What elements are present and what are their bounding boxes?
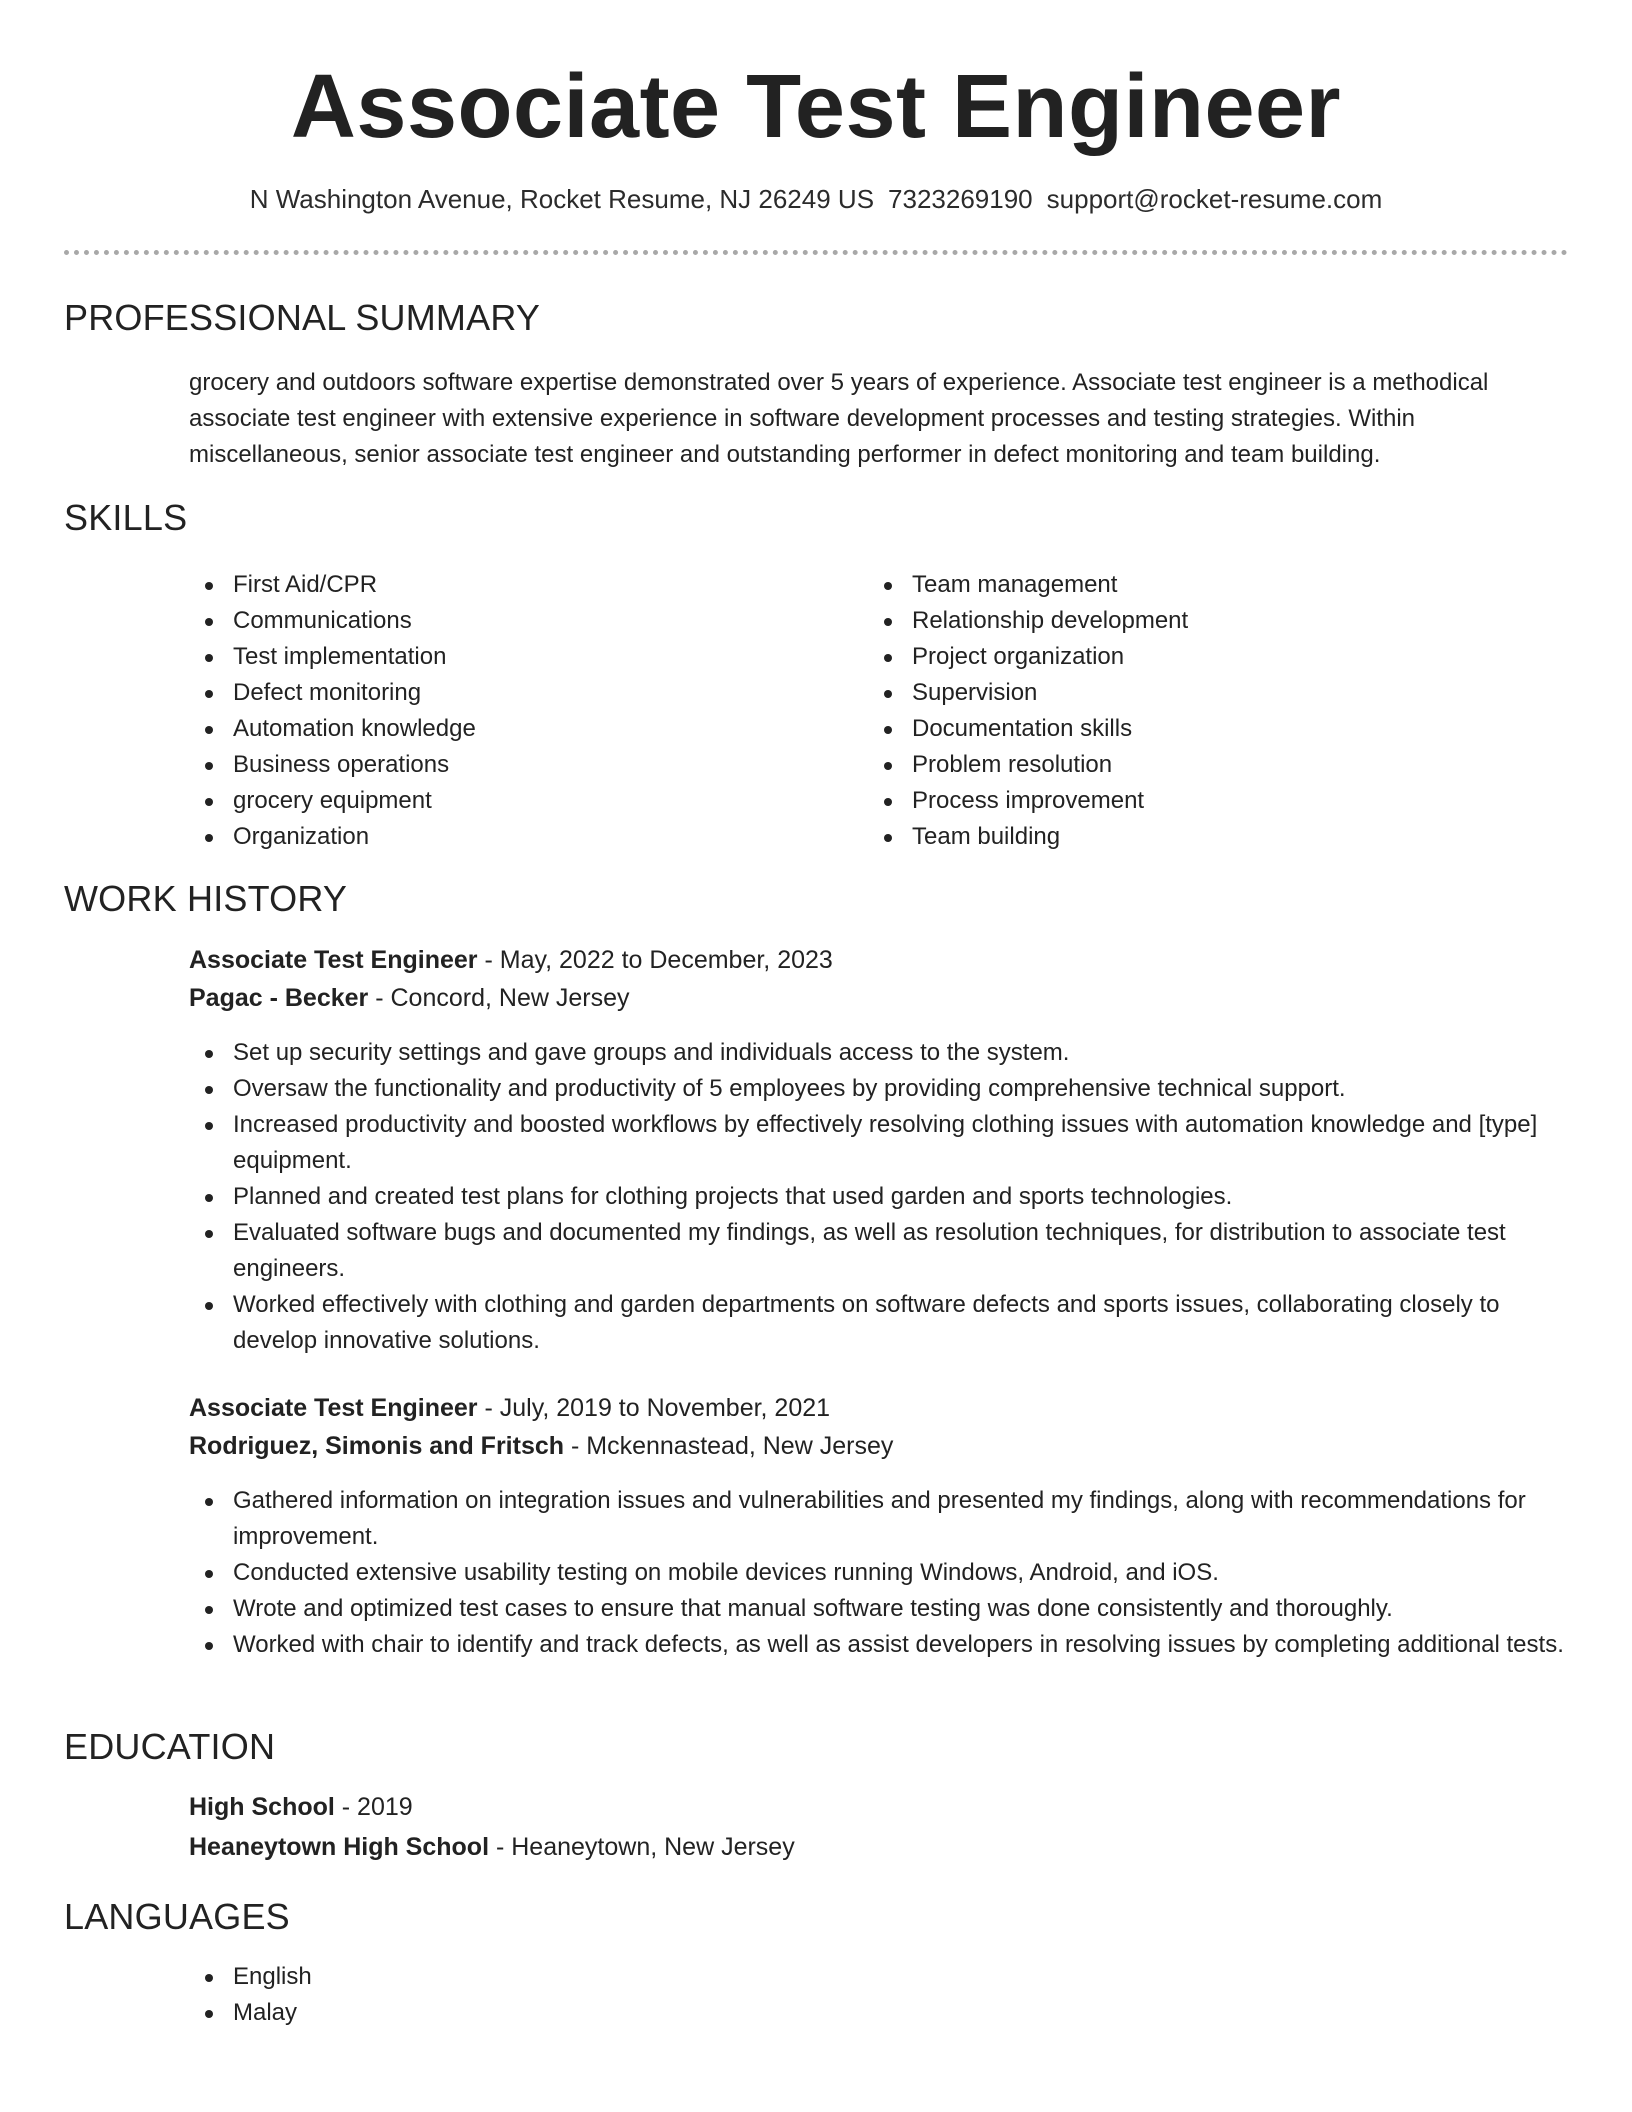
education-degree-line	[189, 1788, 413, 1826]
job-bullet: Wrote and optimized test cases to ensure that manual software testing was done consistently and thoroughly.	[189, 1591, 1569, 1627]
job-2-title-line	[189, 1389, 830, 1427]
skill-item: Supervision	[868, 675, 1528, 711]
education-school-line	[189, 1828, 795, 1866]
skill-item: First Aid/CPR	[189, 567, 849, 603]
language-item: English	[189, 1959, 1569, 1995]
section-title-education: EDUCATION	[64, 1726, 276, 1767]
candidate-name: Associate Test Engineer	[290, 57, 1342, 157]
contact-address: N Washington Avenue, Rocket Resume, NJ 26249 US	[249, 184, 875, 214]
contact-line	[0, 181, 1632, 217]
job-bullet: Oversaw the functionality and productivity of 5 employees by providing comprehensive technical support.	[189, 1071, 1569, 1107]
job-1-bullets	[189, 1035, 1569, 1359]
job-2-company: Rodriguez, Simonis and Fritsch	[189, 1432, 565, 1460]
language-item: Malay	[189, 1995, 1569, 2031]
summary-text: grocery and outdoors software expertise demonstrated over 5 years of experience. Associate test engineer is a methodical associate test engineer with extensive experience in software development processes and testing strategies. Within miscellaneous, senior associate test engineer and outstanding performer in defect monitoring and team building.	[189, 369, 1489, 468]
job-1-company: Pagac - Becker	[189, 984, 369, 1012]
skill-item: grocery equipment	[189, 783, 849, 819]
section-title-work-history: WORK HISTORY	[64, 878, 348, 919]
skill-item: Organization	[189, 819, 849, 855]
job-1-title-line	[189, 941, 833, 979]
job-2-bullets	[189, 1483, 1569, 1663]
job-bullet: Evaluated software bugs and documented my findings, as well as resolution techniques, for distribution to associate test engineers.	[189, 1215, 1569, 1287]
job-2-title: Associate Test Engineer	[189, 1394, 478, 1422]
skill-item: Team management	[868, 567, 1528, 603]
section-title-summary: PROFESSIONAL SUMMARY	[64, 297, 541, 338]
education-location: - Heaneytown, New Jersey	[489, 1833, 795, 1861]
skill-item: Process improvement	[868, 783, 1528, 819]
job-bullet: Gathered information on integration issues and vulnerabilities and presented my findings, along with recommendations for improvement.	[189, 1483, 1569, 1555]
job-bullet: Planned and created test plans for clothing projects that used garden and sports technologies.	[189, 1179, 1569, 1215]
skill-item: Project organization	[868, 639, 1528, 675]
skill-item: Team building	[868, 819, 1528, 855]
education-year: - 2019	[334, 1793, 413, 1821]
skill-item: Business operations	[189, 747, 849, 783]
job-bullet: Increased productivity and boosted workflows by effectively resolving clothing issues with automation knowledge and [type] equipment.	[189, 1107, 1569, 1179]
job-1-dates: - May, 2022 to December, 2023	[477, 946, 833, 974]
job-bullet: Set up security settings and gave groups and individuals access to the system.	[189, 1035, 1569, 1071]
job-bullet: Conducted extensive usability testing on mobile devices running Windows, Android, and iOS.	[189, 1555, 1569, 1591]
skill-item: Documentation skills	[868, 711, 1528, 747]
contact-phone: 7323269190	[888, 184, 1033, 214]
job-bullet: Worked effectively with clothing and garden departments on software defects and sports issues, collaborating closely to develop innovative solutions.	[189, 1287, 1569, 1359]
header-divider	[64, 250, 1568, 255]
job-2-dates: - July, 2019 to November, 2021	[477, 1394, 831, 1422]
skill-item: Defect monitoring	[189, 675, 849, 711]
education-degree: High School	[189, 1793, 335, 1821]
skill-item: Relationship development	[868, 603, 1528, 639]
skill-item: Problem resolution	[868, 747, 1528, 783]
skills-list-left	[189, 567, 849, 855]
job-1-location: - Concord, New Jersey	[368, 984, 630, 1012]
skill-item: Automation knowledge	[189, 711, 849, 747]
section-title-skills: SKILLS	[64, 497, 188, 538]
job-1-company-line	[189, 979, 629, 1017]
education-school: Heaneytown High School	[189, 1833, 490, 1861]
skills-list-right	[868, 567, 1528, 855]
languages-list	[189, 1959, 1569, 2031]
job-2-location: - Mckennastead, New Jersey	[564, 1432, 894, 1460]
job-bullet: Worked with chair to identify and track defects, as well as assist developers in resolving issues by completing additional tests.	[189, 1627, 1569, 1663]
skill-item: Communications	[189, 603, 849, 639]
job-1-title: Associate Test Engineer	[189, 946, 478, 974]
section-title-languages: LANGUAGES	[64, 1896, 290, 1937]
skill-item: Test implementation	[189, 639, 849, 675]
contact-email: support@rocket-resume.com	[1046, 184, 1383, 214]
job-2-company-line	[189, 1427, 893, 1465]
